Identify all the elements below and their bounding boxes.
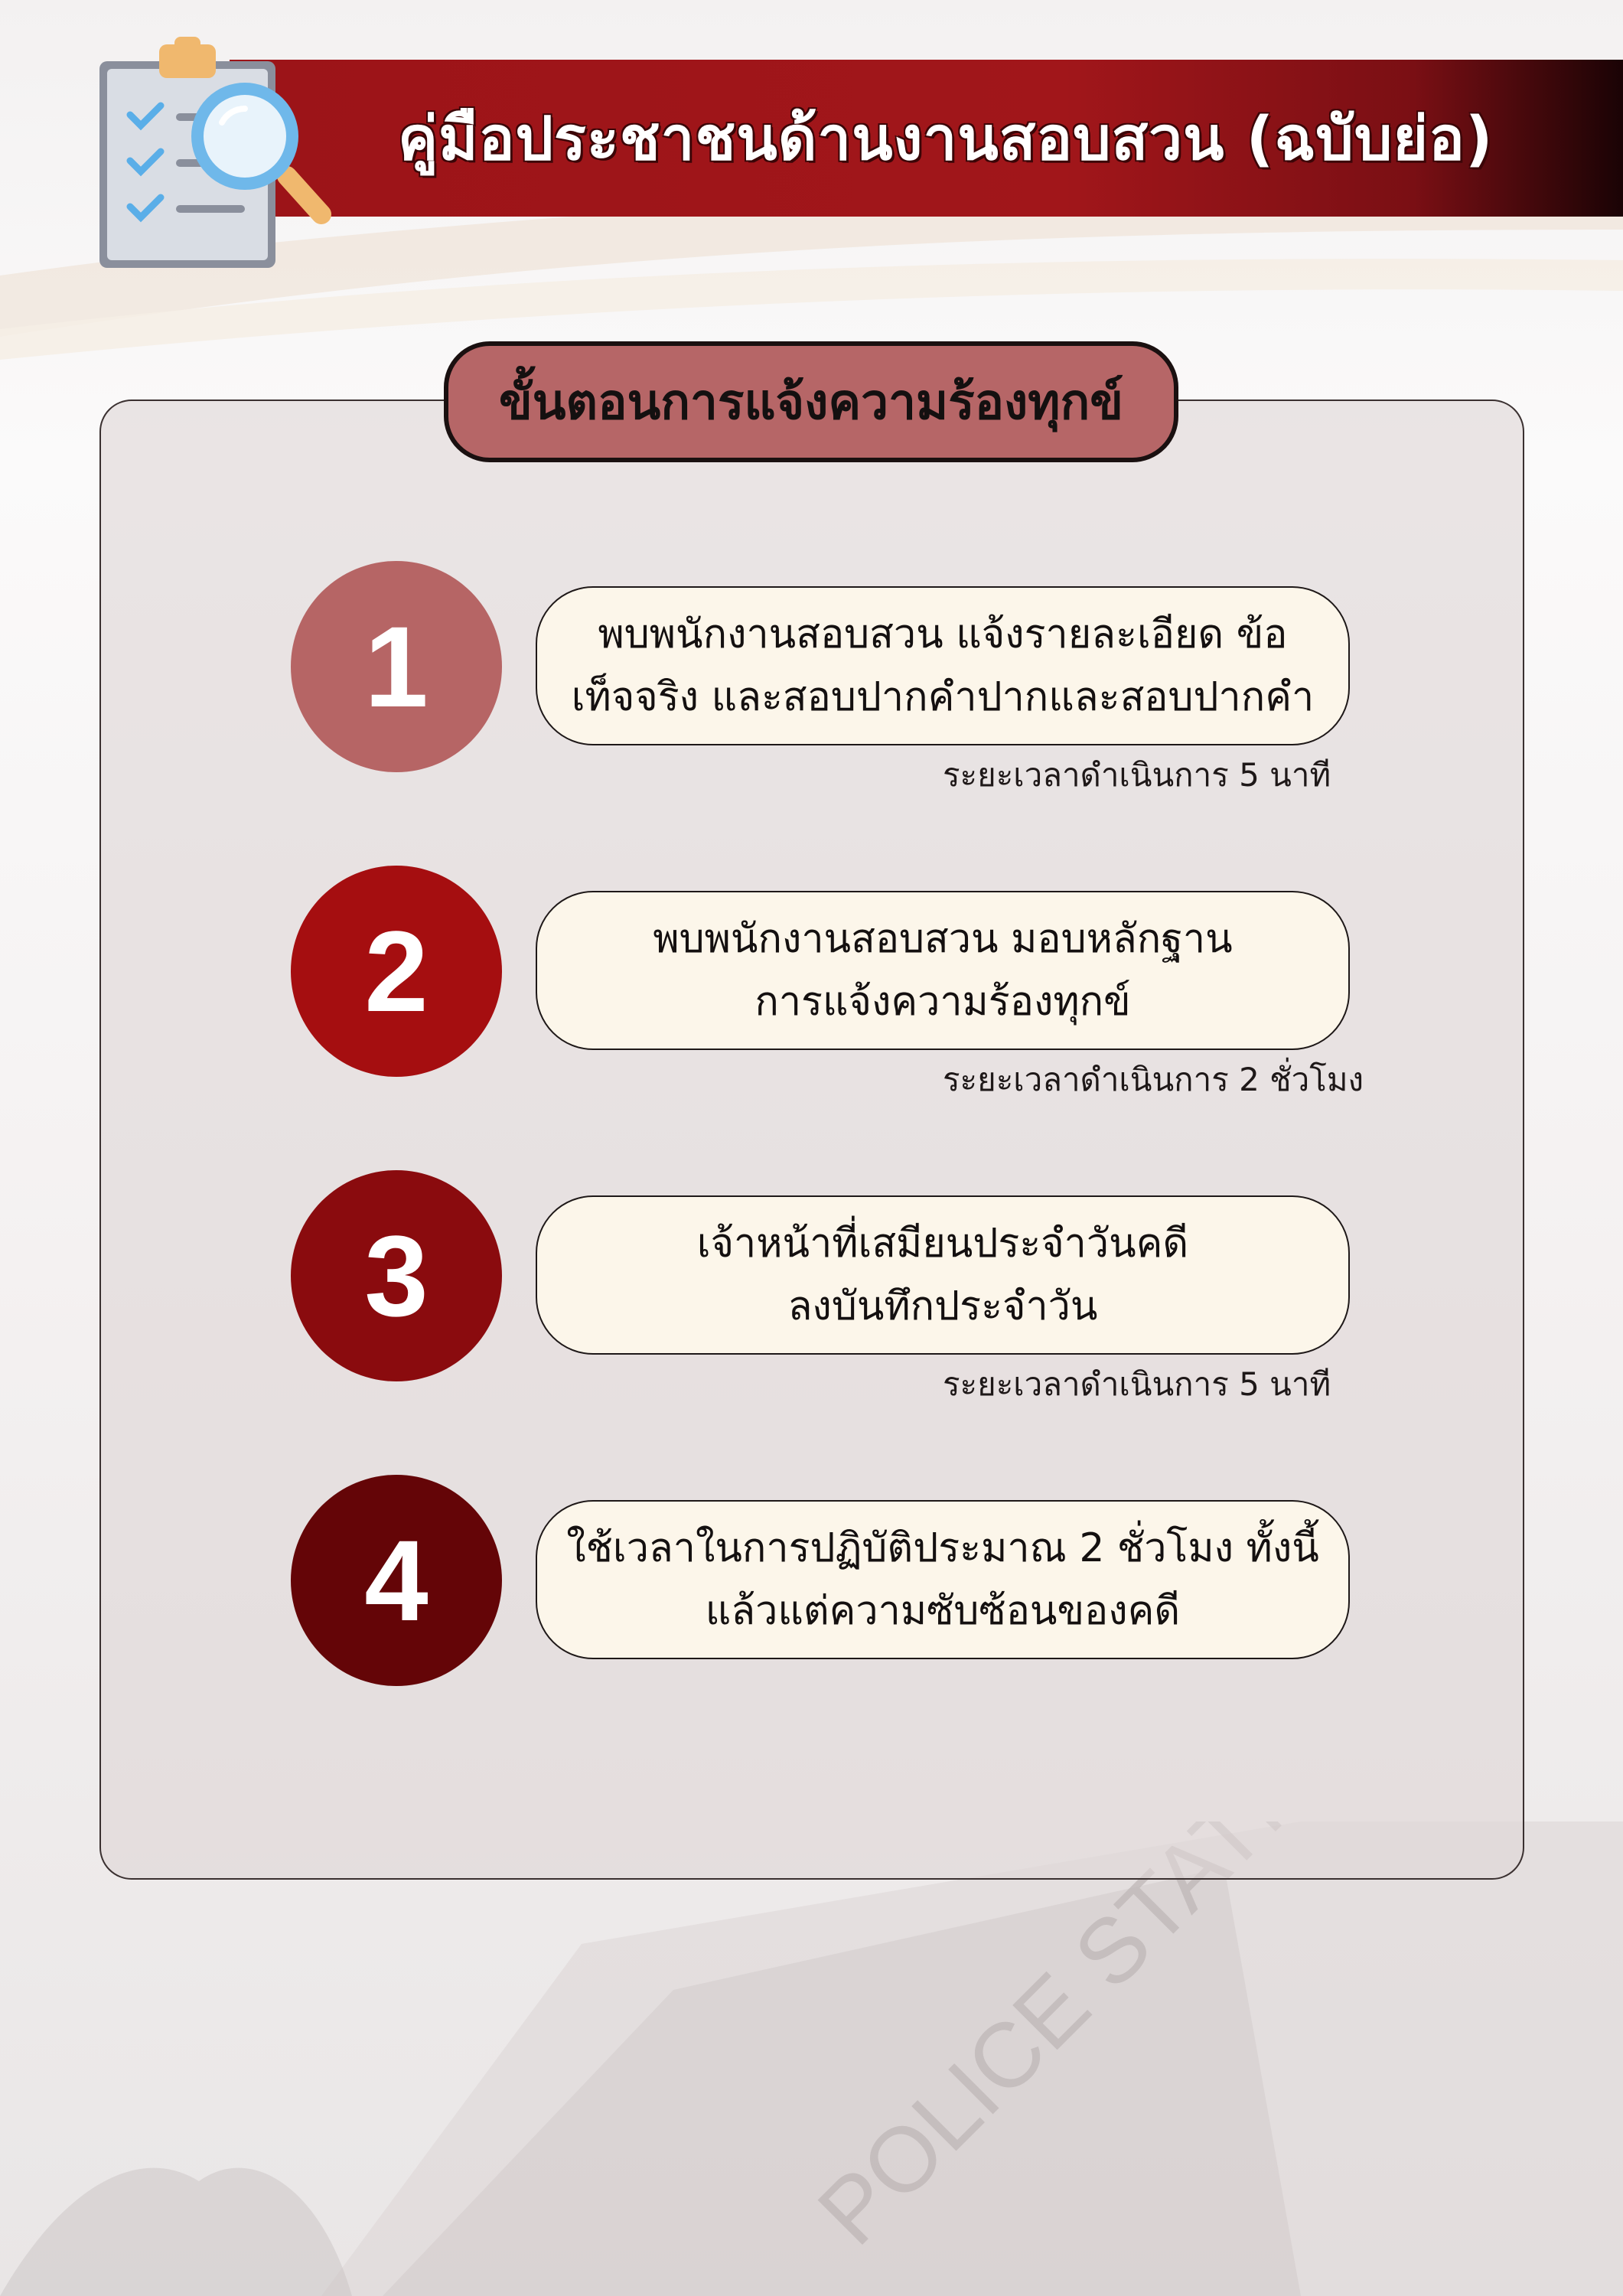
step-2-duration: ระยะเวลาดำเนินการ 2 ชั่วโมง bbox=[943, 1061, 1364, 1098]
step-2-text-line-1: พบพนักงานสอบสวน มอบหลักฐาน bbox=[653, 916, 1233, 962]
step-1-box bbox=[536, 586, 1350, 745]
step-4-box bbox=[536, 1500, 1350, 1659]
step-3-text-line-2: ลงบันทึกประจำวัน bbox=[787, 1283, 1098, 1329]
step-4-number: 4 bbox=[291, 1475, 502, 1686]
step-3-number: 3 bbox=[291, 1170, 502, 1381]
clipboard-checklist-magnifier-icon bbox=[92, 31, 337, 276]
step-1-number: 1 bbox=[291, 561, 502, 772]
step-4-text-line-2: แล้วแต่ความซับซ้อนของคดี bbox=[705, 1588, 1181, 1634]
header-title: คู่มือประชาชนด้านงานสอบสวน (ฉบับย่อ) bbox=[398, 104, 1494, 174]
step-3-text-line-1: เจ้าหน้าที่เสมียนประจำวันคดี bbox=[696, 1221, 1189, 1267]
step-2-text-line-2: การแจ้งความร้องทุกข์ bbox=[754, 979, 1131, 1025]
step-2-number: 2 bbox=[291, 866, 502, 1077]
step-1-duration: ระยะเวลาดำเนินการ 5 นาที bbox=[943, 756, 1331, 794]
step-1-text-line-1: พบพนักงานสอบสวน แจ้งรายละเอียด ข้อ bbox=[598, 612, 1288, 657]
step-4-text-line-1: ใช้เวลาในการปฏิบัติประมาณ 2 ชั่วโมง ทั้งนี้ bbox=[566, 1525, 1319, 1571]
step-3-duration: ระยะเวลาดำเนินการ 5 นาที bbox=[943, 1365, 1331, 1403]
step-2-box bbox=[536, 891, 1350, 1050]
background-police-station-photo bbox=[0, 1821, 1623, 2296]
step-3-box bbox=[536, 1195, 1350, 1355]
section-title: ขั้นตอนการแจ้งความร้องทุกข์ bbox=[444, 341, 1178, 462]
step-1-text-line-2: เท็จจริง และสอบปากคำปากและสอบปากคำ bbox=[571, 674, 1315, 720]
